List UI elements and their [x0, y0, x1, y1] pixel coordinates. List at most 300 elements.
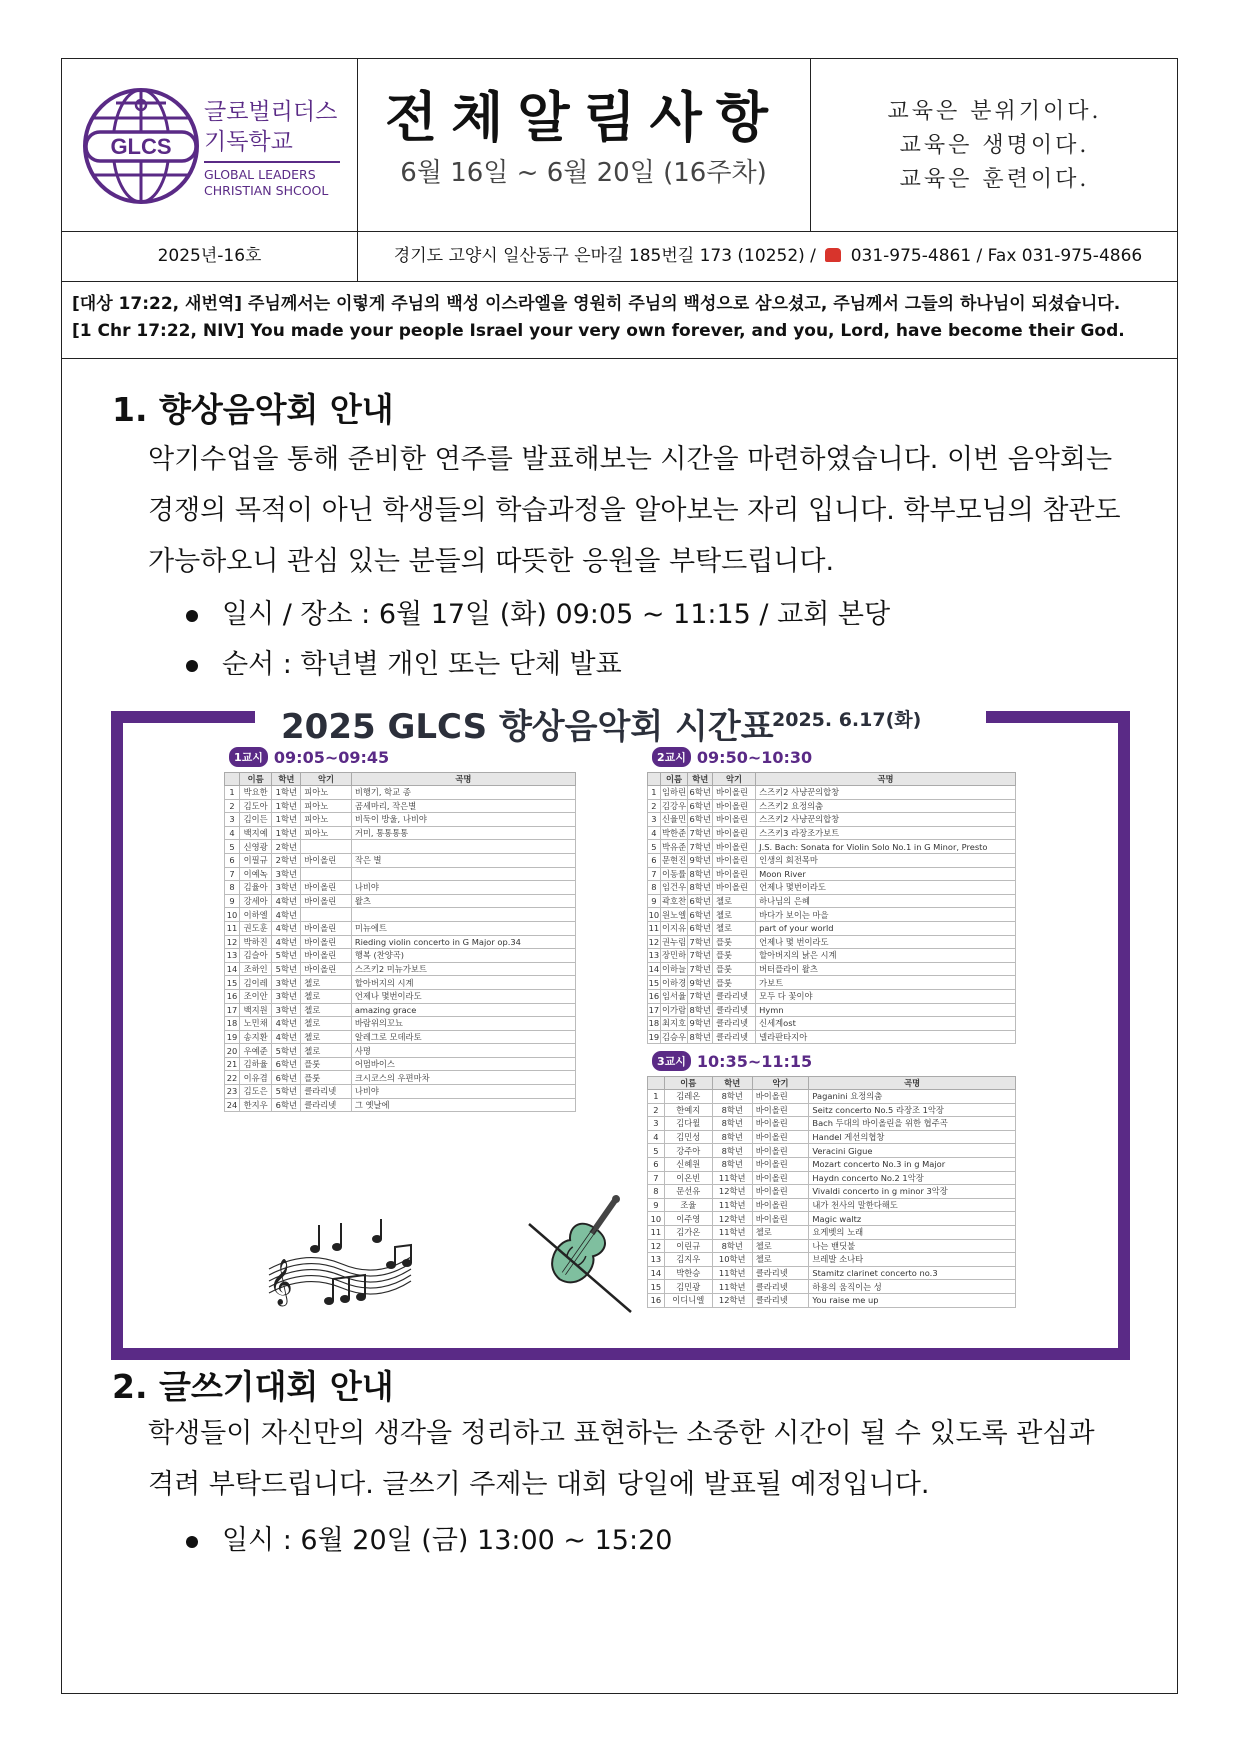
table-cell: 권도훈 — [239, 921, 271, 935]
table-cell: 신율민 — [662, 814, 687, 825]
school-name-ko-line2: 기독학교 — [204, 129, 293, 155]
table-cell: Bach 두대의 바이올린을 위한 협주곡 — [809, 1117, 1016, 1131]
table-cell: 첼로 — [713, 921, 756, 935]
table-cell: 내가 천사의 말한다해도 — [809, 1198, 1016, 1212]
table-cell: 8 — [648, 881, 661, 895]
table-cell: 3학년 — [272, 867, 301, 881]
table-cell: 김율아 — [239, 881, 271, 895]
schedule-table-period-3 — [647, 1076, 1016, 1308]
table-cell: 바이올린 — [713, 813, 756, 827]
table-cell: 한지우 — [239, 1098, 271, 1112]
table-row — [648, 921, 1016, 935]
table-cell: Handel 게선의협창 — [809, 1130, 1016, 1144]
table-cell: 한예지 — [664, 1103, 712, 1117]
table-cell: 김지우 — [664, 1253, 712, 1267]
column-header — [648, 773, 661, 786]
poster-date: 2025. 6.17(화) — [772, 709, 922, 731]
table-cell: 24 — [225, 1098, 240, 1112]
table-cell: 이디니엘 — [664, 1293, 712, 1307]
table-cell: Haydn concerto No.2 1악장 — [809, 1171, 1016, 1185]
table-cell: 바이올린 — [713, 867, 756, 881]
table-row — [648, 813, 1016, 827]
table-cell: 18 — [648, 1018, 660, 1029]
table-cell: 14 — [648, 1266, 665, 1280]
table-cell: 6학년 — [689, 787, 711, 798]
table-cell: part of your world — [756, 921, 1016, 935]
period-tag: 2교시 — [652, 747, 691, 767]
table-cell: 14 — [648, 964, 660, 975]
period-tag: 1교시 — [229, 747, 268, 767]
table-cell: 9 — [225, 894, 240, 908]
table-row — [648, 962, 1016, 976]
table-cell: 21 — [225, 1057, 240, 1071]
table-cell: 할아버지의 시계 — [351, 976, 575, 990]
glcs-logo-icon — [78, 83, 204, 209]
table-row — [648, 1198, 1016, 1212]
table-cell: 가보트 — [756, 976, 1016, 990]
table-cell: 3학년 — [272, 1003, 301, 1017]
table-cell: 6학년 — [272, 1071, 301, 1085]
table-cell: 1 — [648, 1090, 665, 1104]
table-cell — [301, 908, 352, 922]
section2-heading: 2. 글쓰기대회 안내 — [112, 1367, 394, 1406]
column-header: 이름 — [664, 1077, 712, 1090]
table-cell: 곽호찬 — [662, 896, 687, 907]
table-cell: Magic waltz — [809, 1212, 1016, 1226]
table-cell: 18 — [225, 1017, 240, 1031]
table-row — [648, 1003, 1016, 1017]
table-cell: 나비야 — [351, 1085, 575, 1099]
table-cell: 23 — [225, 1085, 240, 1099]
table-cell: 11학년 — [712, 1280, 752, 1294]
table-cell: 5 — [648, 840, 661, 854]
table-row — [225, 786, 576, 800]
motto — [810, 95, 1179, 197]
table-row — [648, 908, 1016, 922]
table-cell: 박하진 — [239, 935, 271, 949]
table-cell: 바이올린 — [301, 894, 352, 908]
table-cell: 김이레 — [239, 976, 271, 990]
table-cell: 김민광 — [664, 1280, 712, 1294]
table-cell: 2학년 — [272, 840, 301, 854]
table-cell: 바이올린 — [752, 1090, 809, 1104]
bullet-item — [222, 1523, 672, 1559]
poster-title: 2025 GLCS 향상음악회 시간표 — [281, 707, 774, 747]
table-cell: 김이든 — [239, 813, 271, 827]
table-cell: 이예녹 — [239, 867, 271, 881]
bullet-text: 일시 / 장소 : 6월 17일 (화) 09:05 ~ 11:15 / 교회 본당 — [222, 599, 891, 630]
table-cell: 김강우 — [662, 800, 687, 811]
table-cell: 하나님의 은혜 — [756, 894, 1016, 908]
table-cell: 8 — [648, 1185, 665, 1199]
motto-cell — [810, 59, 1179, 231]
table-row — [648, 1239, 1016, 1253]
period-1-label — [229, 747, 389, 767]
table-cell: 16 — [648, 1293, 665, 1307]
table-cell: 플룻 — [713, 935, 756, 949]
table-cell: 8학년 — [689, 868, 711, 879]
table-cell: 권누림 — [662, 936, 687, 947]
table-cell: 3 — [648, 813, 661, 827]
table-cell: 3 — [225, 813, 240, 827]
table-cell: 바람위의꼬뇨 — [351, 1017, 575, 1031]
table-cell: 바이올린 — [301, 935, 352, 949]
column-header: 학년 — [688, 773, 713, 786]
column-header: 악기 — [713, 773, 756, 786]
table-cell: 조하인 — [239, 962, 271, 976]
table-cell: 13 — [648, 950, 660, 961]
table-cell: 김하율 — [239, 1057, 271, 1071]
column-header — [225, 773, 240, 786]
table-row — [225, 989, 576, 1003]
table-cell: 클라리넷 — [713, 1030, 756, 1044]
table-cell: 5 — [648, 1144, 665, 1158]
table-cell: 김민성 — [664, 1130, 712, 1144]
table-row — [225, 1017, 576, 1031]
table-cell: 바이올린 — [301, 853, 352, 867]
table-cell: 19 — [648, 1031, 660, 1042]
column-header: 학년 — [272, 773, 301, 786]
table-cell: 2 — [648, 1103, 665, 1117]
table-row — [648, 1212, 1016, 1226]
table-cell: 바이올린 — [713, 840, 756, 854]
table-cell: 9 — [648, 894, 661, 908]
table-row — [648, 1185, 1016, 1199]
table-row — [225, 799, 576, 813]
table-cell: 1학년 — [272, 799, 301, 813]
table-cell: 바이올린 — [752, 1198, 809, 1212]
table-row — [648, 1280, 1016, 1294]
table-row — [648, 853, 1016, 867]
table-cell: 곰세마리, 작은별 — [351, 799, 575, 813]
table-cell: 플룻 — [713, 976, 756, 990]
phone-icon — [825, 248, 841, 262]
table-cell: 7학년 — [689, 936, 711, 947]
table-cell: 바이올린 — [713, 881, 756, 895]
table-cell: 피아노 — [301, 799, 352, 813]
table-row — [648, 1266, 1016, 1280]
table-cell: 그 옛날에 — [351, 1098, 575, 1112]
table-cell: 어멈바이스 — [351, 1057, 575, 1071]
paragraph-line: 가능하오니 관심 있는 분들의 따뜻한 응원을 부탁드립니다. — [148, 546, 835, 577]
table-cell: 22 — [225, 1071, 240, 1085]
poster-border — [1118, 711, 1130, 1360]
table-row — [648, 1017, 1016, 1031]
table-cell: 8학년 — [689, 1004, 711, 1015]
table-row — [648, 894, 1016, 908]
table-cell: 박한준 — [662, 828, 687, 839]
table-cell: 8학년 — [712, 1117, 752, 1131]
table-cell: 7학년 — [689, 964, 711, 975]
table-cell: 크시코스의 우편마차 — [351, 1071, 575, 1085]
table-cell: 17 — [225, 1003, 240, 1017]
table-cell: 7학년 — [689, 991, 711, 1002]
table-row — [648, 1103, 1016, 1117]
table-cell: 10 — [225, 908, 240, 922]
section1-paragraph — [148, 434, 1158, 587]
table-cell: 클라리넷 — [713, 1017, 756, 1031]
table-cell: 강주아 — [664, 1144, 712, 1158]
table-row — [225, 1098, 576, 1112]
table-row — [225, 881, 576, 895]
table-cell: 10학년 — [712, 1253, 752, 1267]
table-cell: 3학년 — [272, 976, 301, 990]
table-cell: 이온빈 — [664, 1171, 712, 1185]
table-row — [648, 867, 1016, 881]
table-cell: 12학년 — [712, 1293, 752, 1307]
table-cell: 14 — [225, 962, 240, 976]
table-cell: 2 — [225, 799, 240, 813]
table-cell: 언제나 몇번이라도 — [351, 989, 575, 1003]
table-cell: 12학년 — [712, 1212, 752, 1226]
table-cell: Mozart concerto No.3 in g Major — [809, 1157, 1016, 1171]
table-cell: 6학년 — [689, 909, 711, 920]
table-cell: 미뉴에트 — [351, 921, 575, 935]
table-cell: 4학년 — [272, 921, 301, 935]
table-cell: 플룻 — [713, 949, 756, 963]
poster-border — [111, 711, 123, 1360]
table-cell — [301, 867, 352, 881]
table-cell: 6 — [648, 1157, 665, 1171]
table-cell: 이주영 — [664, 1212, 712, 1226]
table-cell: Vivaldi concerto in g minor 3악장 — [809, 1185, 1016, 1199]
table-cell: 하용의 움직이는 성 — [809, 1280, 1016, 1294]
column-header: 악기 — [301, 773, 352, 786]
table-cell: 2학년 — [272, 853, 301, 867]
table-cell: 4학년 — [272, 894, 301, 908]
table-cell: 신세계ost — [756, 1017, 1016, 1031]
table-cell: 4학년 — [272, 1030, 301, 1044]
table-cell: 4학년 — [272, 1017, 301, 1031]
schedule-table-period-2 — [647, 772, 1016, 1044]
table-cell: 플룻 — [301, 1057, 352, 1071]
table-cell: 바이올린 — [713, 786, 756, 800]
table-cell: 비둑이 방울, 나비야 — [351, 813, 575, 827]
section2-paragraph — [148, 1408, 1158, 1510]
table-cell: 7학년 — [689, 950, 711, 961]
table-cell: 4 — [225, 826, 240, 840]
table-row — [648, 840, 1016, 854]
header — [62, 59, 1177, 232]
table-cell: 플룻 — [713, 962, 756, 976]
table-cell: 바이올린 — [713, 799, 756, 813]
paragraph-line: 경쟁의 목적이 아닌 학생들의 학습과정을 알아보는 자리 입니다. 학부모님의 참관도 — [148, 495, 1121, 526]
table-cell: 문선유 — [664, 1185, 712, 1199]
table-row — [225, 1071, 576, 1085]
table-cell: 이가람 — [662, 1004, 687, 1015]
table-row — [225, 962, 576, 976]
table-cell: 1 — [225, 786, 240, 800]
table-cell: 이필규 — [239, 853, 271, 867]
table-cell: 첼로 — [713, 908, 756, 922]
table-cell: 피아노 — [301, 826, 352, 840]
table-cell: You raise me up — [809, 1293, 1016, 1307]
school-name-divider — [204, 161, 340, 163]
table-cell: 바이올린 — [752, 1185, 809, 1199]
table-cell: 4 — [648, 826, 661, 840]
logo-text: GLCS — [110, 134, 172, 159]
table-cell: 인생의 회전목마 — [756, 853, 1016, 867]
table-cell: amazing grace — [351, 1003, 575, 1017]
motto-line: 교육은 분위기이다. — [887, 99, 1102, 124]
table-row — [648, 989, 1016, 1003]
bible-verse — [62, 281, 1177, 359]
table-cell: 첼로 — [752, 1253, 809, 1267]
table-cell: Hymn — [756, 1003, 1016, 1017]
column-header: 이름 — [660, 773, 688, 786]
music-notes-icon — [267, 1219, 413, 1309]
table-row — [648, 949, 1016, 963]
issue-number: 2025년-16호 — [62, 231, 358, 281]
table-cell: 5학년 — [272, 962, 301, 976]
table-cell: 8학년 — [712, 1144, 752, 1158]
column-header: 학년 — [712, 1077, 752, 1090]
period-3-label — [652, 1051, 812, 1071]
section1-heading: 1. 향상음악회 안내 — [112, 390, 394, 429]
table-cell: 12 — [648, 1239, 665, 1253]
table-cell: 바이올린 — [752, 1157, 809, 1171]
table-row — [648, 881, 1016, 895]
table-cell: 박유준 — [662, 841, 687, 852]
table-cell: 클라리넷 — [752, 1280, 809, 1294]
table-cell: 13 — [225, 949, 240, 963]
table-header-row — [648, 773, 1016, 786]
table-row — [225, 1030, 576, 1044]
period-tag: 3교시 — [652, 1051, 691, 1071]
table-cell: 문현진 — [662, 855, 687, 866]
table-row — [225, 1044, 576, 1058]
table-cell: 1학년 — [272, 786, 301, 800]
table-cell: 비행기, 학교 종 — [351, 786, 575, 800]
table-cell: 9학년 — [689, 977, 711, 988]
info-row — [62, 231, 1177, 282]
table-cell: 5학년 — [272, 1044, 301, 1058]
table-row — [648, 1293, 1016, 1307]
table-cell: 10 — [648, 1212, 665, 1226]
table-cell: 6학년 — [689, 896, 711, 907]
table-cell: 6학년 — [689, 800, 711, 811]
bullet-item — [222, 647, 622, 683]
table-row — [648, 786, 1016, 800]
poster-border — [111, 1348, 1130, 1360]
school-name-en-line2: CHRISTIAN SHCOOL — [204, 183, 329, 198]
table-cell: 6 — [648, 853, 661, 867]
table-cell: 김슬아 — [239, 949, 271, 963]
table-cell: 4학년 — [272, 935, 301, 949]
poster-border — [986, 711, 1130, 723]
table-cell: 3 — [648, 1117, 665, 1131]
paragraph-line: 악기수업을 통해 준비한 연주를 발표해보는 시간을 마련하였습니다. 이번 음악회는 — [148, 444, 1113, 475]
school-name-en-line1: GLOBAL LEADERS — [204, 167, 316, 182]
table-cell: 바이올린 — [301, 881, 352, 895]
table-cell: 행복 (찬양곡) — [351, 949, 575, 963]
motto-line: 교육은 훈련이다. — [899, 167, 1090, 192]
page-title: 전체알림사항 — [385, 86, 782, 149]
table-cell: 이유겸 — [239, 1071, 271, 1085]
table-cell: 12 — [648, 936, 660, 947]
table-cell: 클라리넷 — [713, 1003, 756, 1017]
table-cell: 우예준 — [239, 1044, 271, 1058]
table-cell: 6 — [225, 853, 240, 867]
table-cell: 12학년 — [712, 1185, 752, 1199]
table-cell: 8학년 — [712, 1239, 752, 1253]
table-cell: 이하늘 — [662, 964, 687, 975]
address: 경기도 고양시 일산동구 은마길 185번길 173 (10252) / — [393, 246, 816, 266]
contact-numbers: 031-975-4861 / Fax 031-975-4866 — [850, 246, 1143, 266]
table-cell: 16 — [648, 991, 660, 1002]
bullet-dot-icon — [186, 610, 198, 622]
motto-line: 교육은 생명이다. — [899, 133, 1090, 158]
table-cell: 김레온 — [664, 1090, 712, 1104]
table-cell: 1 — [648, 786, 661, 800]
table-cell: 사명 — [351, 1044, 575, 1058]
table-cell: 바다가 보이는 마을 — [756, 908, 1016, 922]
table-cell: 6학년 — [272, 1057, 301, 1071]
table-header-row — [225, 773, 576, 786]
table-cell: 1학년 — [272, 826, 301, 840]
bullet-item — [222, 597, 890, 633]
table-cell: Veracini Gigue — [809, 1144, 1016, 1158]
concert-schedule-poster — [111, 707, 1130, 1360]
column-header: 악기 — [752, 1077, 809, 1090]
table-cell: 거미, 통통통통 — [351, 826, 575, 840]
table-row — [648, 1090, 1016, 1104]
table-cell: 15 — [648, 977, 660, 988]
title-cell — [357, 59, 811, 231]
table-cell: 나비야 — [351, 881, 575, 895]
table-cell: 조이안 — [239, 989, 271, 1003]
table-cell: 11학년 — [712, 1225, 752, 1239]
table-cell: 12 — [225, 935, 240, 949]
table-cell: 9학년 — [689, 1018, 711, 1029]
table-cell: 바이올린 — [752, 1130, 809, 1144]
table-cell: J.S. Bach: Sonata for Violin Solo No.1 in G Minor, Presto — [756, 840, 1016, 854]
table-cell: 스즈키2 사냥꾼의합창 — [756, 813, 1016, 827]
paragraph-line: 학생들이 자신만의 생각을 정리하고 표현하는 소중한 시간이 될 수 있도록 관심과 — [148, 1418, 1095, 1449]
table-cell: 브레발 소나타 — [809, 1253, 1016, 1267]
table-cell: 백지원 — [239, 1003, 271, 1017]
table-row — [648, 1171, 1016, 1185]
table-cell: 피아노 — [301, 813, 352, 827]
table-row — [225, 921, 576, 935]
table-cell — [351, 867, 575, 881]
table-cell: 10 — [648, 909, 660, 920]
bullet-text: 순서 : 학년별 개인 또는 단체 발표 — [222, 649, 622, 680]
period-time: 09:50~10:30 — [696, 748, 813, 767]
logo-cell — [62, 59, 358, 231]
table-cell: 2 — [648, 799, 661, 813]
table-cell: 첼로 — [301, 976, 352, 990]
bullet-dot-icon — [186, 1536, 198, 1548]
table-header-row — [648, 1077, 1016, 1090]
table-cell: Paganini 요정의춤 — [809, 1090, 1016, 1104]
table-cell: 첼로 — [752, 1225, 809, 1239]
table-cell: 8학년 — [712, 1157, 752, 1171]
schedule-table-period-1 — [224, 772, 576, 1112]
table-cell: 왈츠 — [351, 894, 575, 908]
svg-text:𝄞: 𝄞 — [269, 1259, 293, 1305]
table-cell: 6학년 — [272, 1098, 301, 1112]
table-cell: 클라리넷 — [752, 1266, 809, 1280]
table-cell: 플룻 — [301, 1071, 352, 1085]
newsletter-frame — [61, 58, 1178, 1694]
table-cell: 스즈키2 미뉴가보트 — [351, 962, 575, 976]
table-cell: 조율 — [664, 1198, 712, 1212]
table-cell: 원노엘 — [662, 909, 687, 920]
table-cell: Stamitz clarinet concerto no.3 — [809, 1266, 1016, 1280]
table-cell: 19 — [225, 1030, 240, 1044]
table-cell: 6학년 — [689, 814, 711, 825]
